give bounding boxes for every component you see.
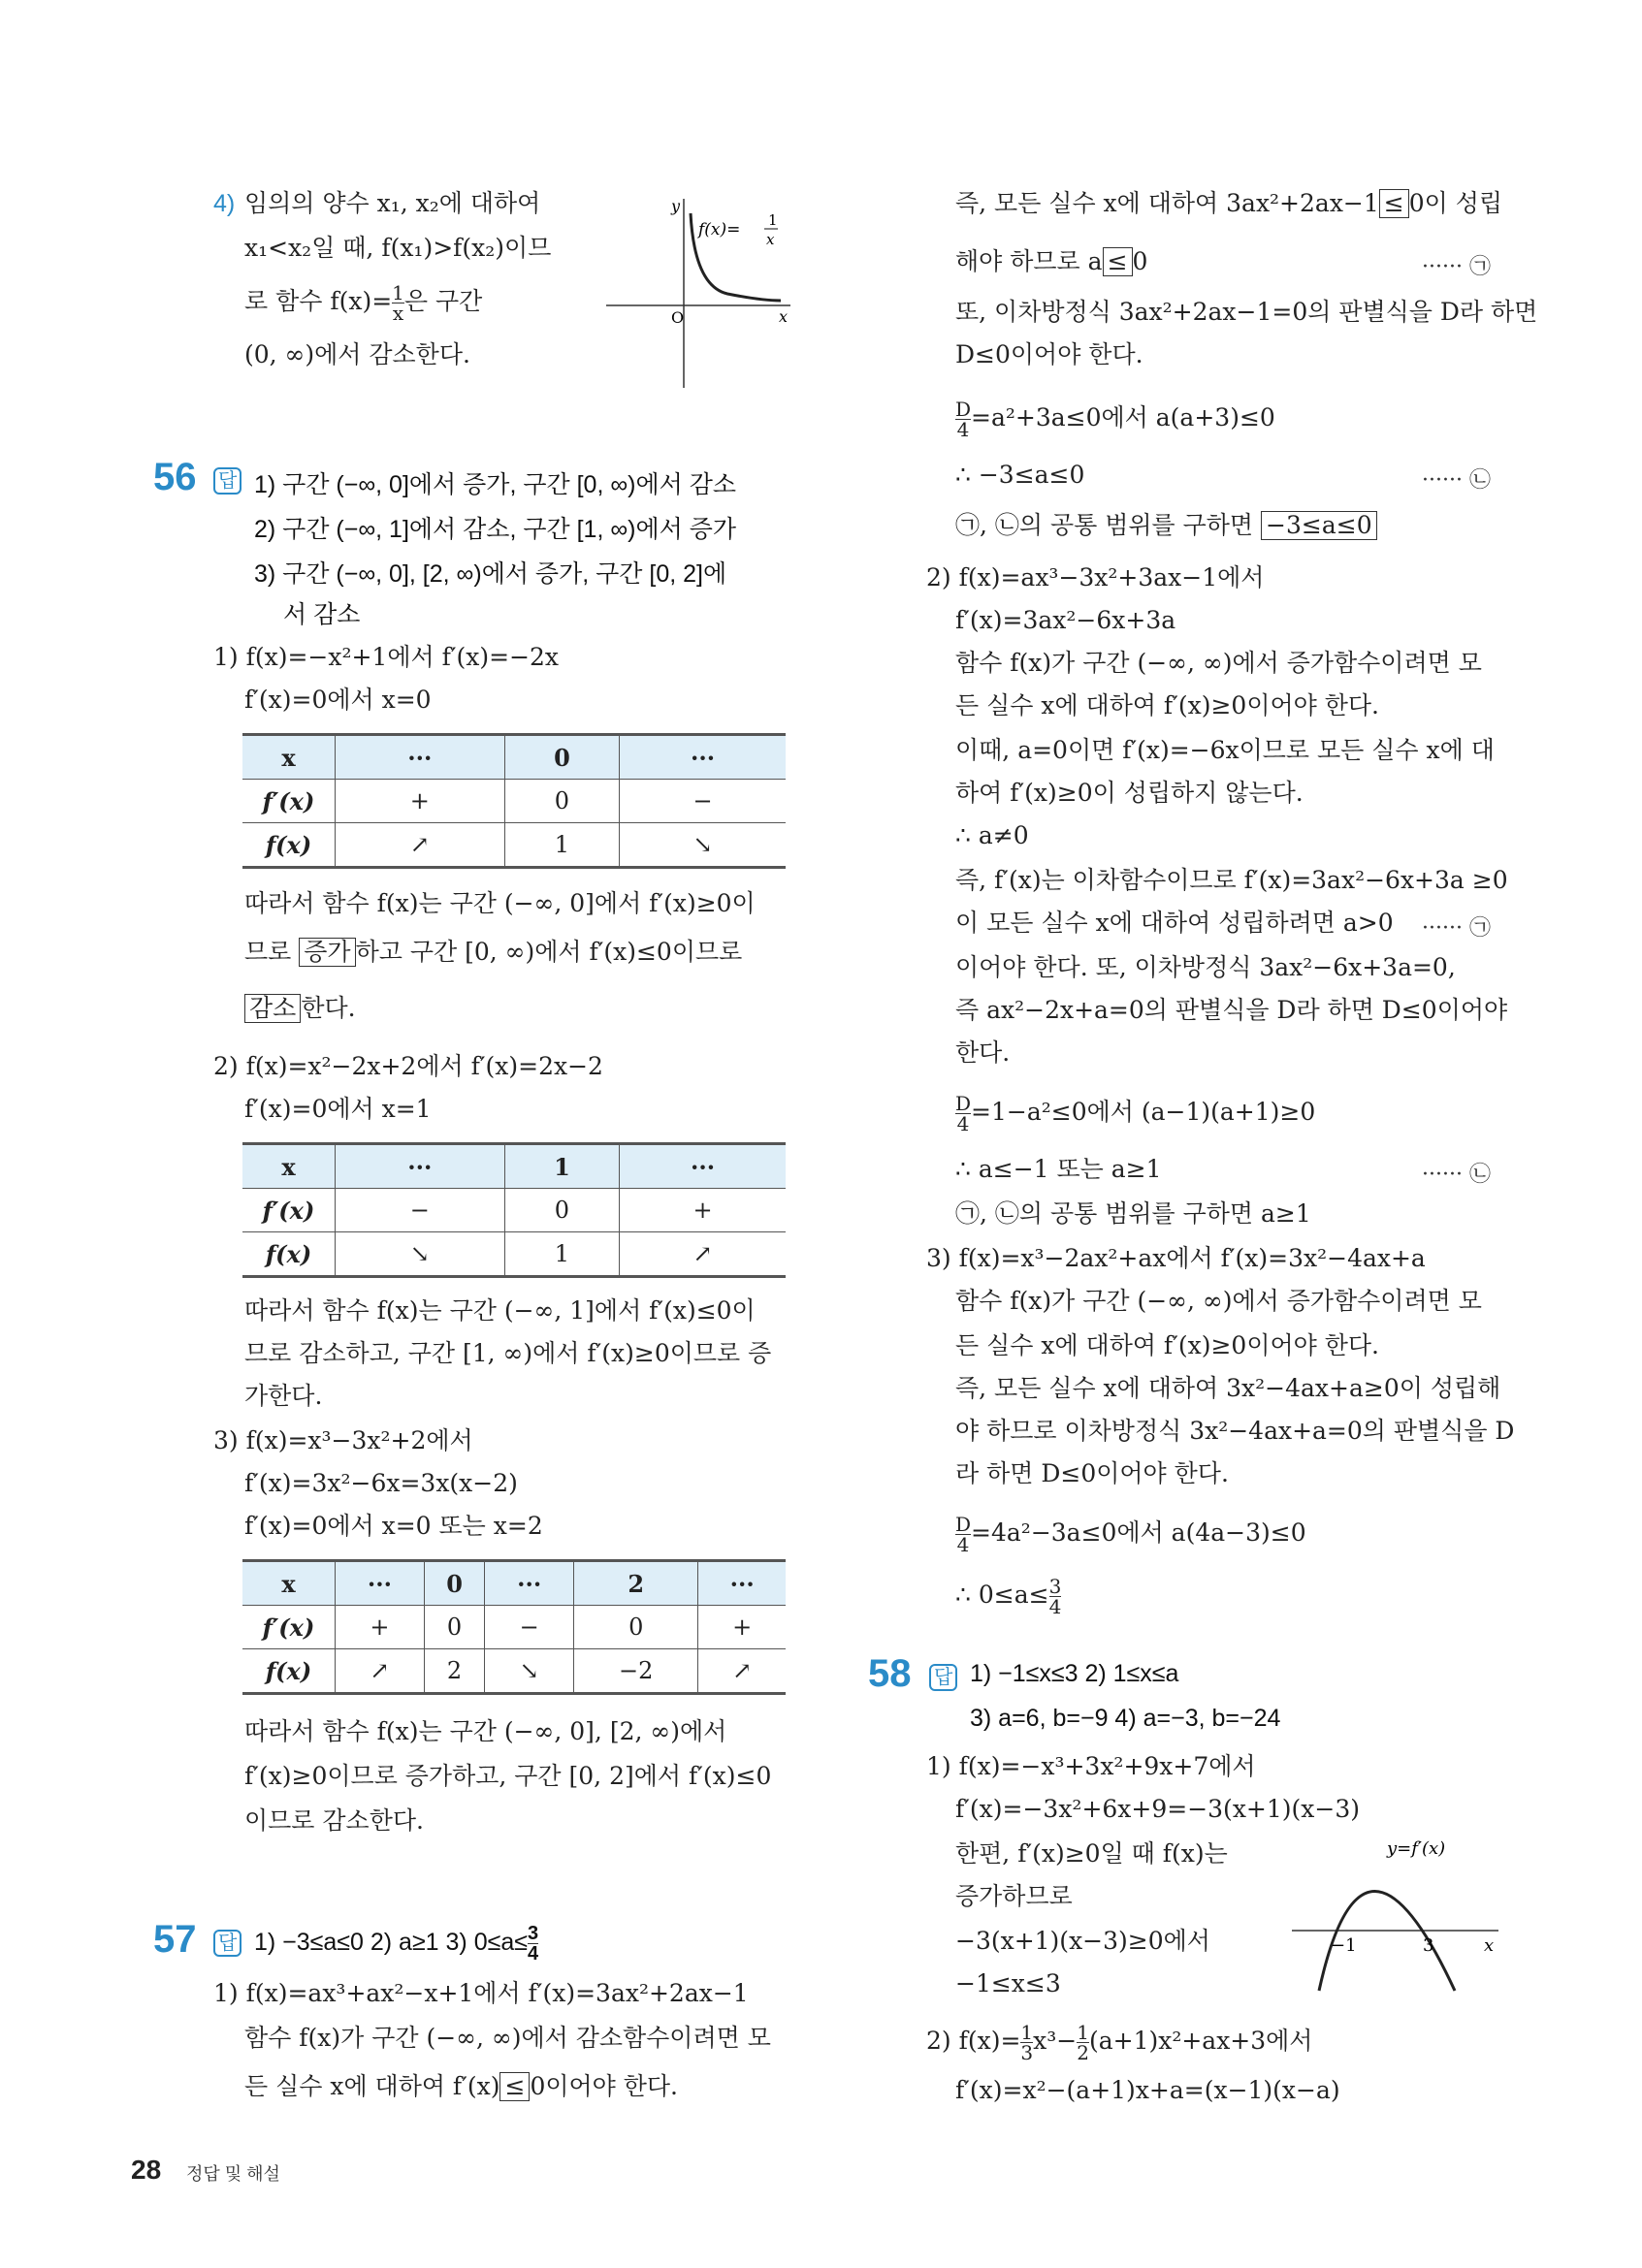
solution-line: ∴ −3≤a≤0 [955, 461, 1085, 489]
solution-line: 즉, 모든 실수 x에 대하여 3x²−4ax+a≥0이 성립해 [955, 1374, 1501, 1402]
answer-line [254, 1924, 538, 1964]
table-cell: + [732, 1613, 753, 1641]
answer-badge: 답 [213, 467, 241, 495]
solution-line: 3) f(x)=x³−3x²+2에서 [213, 1426, 473, 1454]
table-cell: ↗ [732, 1657, 753, 1684]
text-line: (0, ∞)에서 감소한다. [244, 340, 470, 368]
table-cell: x [242, 1561, 336, 1606]
table-cell: − [336, 1189, 505, 1232]
numerator: 1 [1077, 2021, 1089, 2044]
condition-mark: ······ ㉠ [1422, 255, 1491, 279]
text: 즉, 모든 실수 x에 대하여 3ax²+2ax−1 [955, 189, 1379, 217]
table-cell: + [336, 1606, 425, 1649]
problem-number: 56 [153, 456, 197, 498]
solution-line: 이 모든 실수 x에 대하여 성립하려면 a>0 [955, 909, 1394, 937]
boxed-answer: 감소 [244, 994, 301, 1023]
text-line [244, 283, 482, 323]
table-cell: f′(x) [242, 1189, 336, 1232]
solution-line: f′(x)=3x²−6x=3x(x−2) [244, 1469, 518, 1497]
numerator: D [955, 398, 972, 421]
solution-line [955, 1094, 1315, 1134]
origin-label: O [671, 308, 685, 327]
table-cell: ↗ [336, 1649, 425, 1694]
table-cell: −2 [574, 1649, 698, 1694]
table-cell: ↘ [485, 1649, 574, 1694]
boxed-answer: ≤ [1379, 189, 1409, 218]
solution-line: D≤0이어야 한다. [955, 340, 1143, 368]
table-cell: ↘ [336, 1232, 505, 1277]
fraction [1077, 2023, 1089, 2062]
solution-line: f′(x)=0에서 x=1 [244, 1095, 432, 1123]
item-number-4: 4) [213, 190, 236, 217]
solution-line [244, 937, 742, 968]
solution-line: 이때, a=0이면 f′(x)=−6x이므로 모든 실수 x에 대 [955, 736, 1495, 764]
fraction [1020, 2023, 1033, 2062]
table-cell: 1 [504, 1232, 620, 1277]
solution-line: 이므로 감소한다. [244, 1806, 424, 1835]
axis-label-y: y [671, 197, 681, 215]
table-cell: ↗ [336, 823, 505, 868]
denominator: 4 [956, 418, 970, 441]
denominator: 4 [956, 1533, 970, 1556]
solution-line: 2) f(x)=x²−2x+2에서 f′(x)=2x−2 [213, 1052, 603, 1080]
solution-line: 이어야 한다. 또, 이차방정식 3ax²−6x+3a=0, [955, 953, 1456, 981]
problem-number: 57 [153, 1918, 197, 1961]
text: x³− [1033, 2027, 1078, 2055]
problem-number: 58 [868, 1652, 912, 1695]
solution-line [955, 246, 1147, 277]
solution-line: 3) f(x)=x³−2ax²+ax에서 f′(x)=3x²−4ax+a [926, 1244, 1426, 1272]
text: 한다. [301, 994, 356, 1022]
variation-table-1 [242, 733, 786, 869]
solution-line: 즉 ax²−2x+a=0의 판별식을 D라 하면 D≤0이어야 [955, 996, 1508, 1024]
fraction [955, 399, 971, 439]
tick-label: 3 [1423, 1935, 1434, 1956]
table-cell: 1 [504, 823, 620, 868]
text: 든 실수 x에 대하여 f′(x) [244, 2072, 500, 2100]
reciprocal-graph [601, 194, 795, 393]
table-cell: 0 [504, 780, 620, 823]
text: ㉠, ㉡의 공통 범위를 구하면 [955, 511, 1254, 539]
table-cell: + [692, 1197, 713, 1224]
denominator: 4 [527, 1943, 539, 1965]
variation-table-2 [242, 1142, 786, 1278]
table-cell: 0 [424, 1561, 484, 1606]
text-line: x₁<x₂일 때, f(x₁)>f(x₂)이므 [244, 234, 552, 262]
table-cell: x [242, 735, 336, 780]
text: 하고 구간 [0, ∞)에서 f′(x)≤0이므로 [355, 938, 743, 966]
table-cell: − [692, 787, 713, 815]
solution-line: 함수 f(x)가 구간 (−∞, ∞)에서 감소함수이려면 모 [244, 2024, 771, 2052]
text: 0이 성립 [1408, 189, 1503, 217]
tick-label: −1 [1331, 1935, 1357, 1956]
fraction-denominator: x [766, 231, 775, 248]
answer-badge: 답 [213, 1930, 241, 1957]
solution-line: −1≤x≤3 [955, 1969, 1061, 1997]
text: =4a²−3a≤0에서 a(4a−3)≤0 [971, 1518, 1306, 1547]
text: 0이어야 한다. [530, 2072, 678, 2100]
solution-line: 므로 감소하고, 구간 [1, ∞)에서 f′(x)≥0이므로 증 [244, 1339, 772, 1367]
answer-line: 3) 구간 (−∞, 0], [2, ∞)에서 증가, 구간 [0, 2]에 [254, 560, 727, 588]
solution-line [244, 2071, 678, 2102]
numerator: D [955, 1513, 972, 1536]
numerator: 1 [1020, 2021, 1034, 2044]
page-number: 28 [131, 2155, 162, 2185]
table-cell: x [242, 1144, 336, 1189]
solution-line: 1) f(x)=−x³+3x²+9x+7에서 [926, 1752, 1256, 1780]
fraction [528, 1924, 538, 1964]
numerator: 1 [392, 281, 404, 304]
solution-line: 가한다. [244, 1382, 323, 1410]
condition-mark: ······ ㉡ [1422, 468, 1491, 493]
condition-mark: ······ ㉡ [1422, 1163, 1491, 1187]
table-cell: ··· [336, 735, 505, 780]
solution-line: 함수 f(x)가 구간 (−∞, ∞)에서 증가함수이려면 모 [955, 649, 1482, 677]
solution-line [955, 1515, 1306, 1554]
table-cell: 0 [504, 735, 620, 780]
solution-line: 하여 f′(x)≥0이 성립하지 않는다. [955, 779, 1304, 807]
boxed-answer: −3≤a≤0 [1261, 511, 1377, 540]
solution-line: 한다. [955, 1038, 1011, 1067]
solution-line: 함수 f(x)가 구간 (−∞, ∞)에서 증가함수이려면 모 [955, 1287, 1482, 1315]
table-cell: f′(x) [242, 1606, 336, 1649]
denominator: 2 [1077, 2041, 1089, 2064]
answer-badge: 답 [929, 1664, 957, 1691]
solution-line: 한편, f′(x)≥0일 때 f(x)는 [955, 1839, 1228, 1868]
solution-line: 증가하므로 [955, 1882, 1073, 1910]
variation-table-3 [242, 1559, 786, 1695]
table-cell: f(x) [242, 1232, 336, 1277]
table-cell: − [485, 1606, 574, 1649]
solution-line [244, 993, 356, 1024]
axis-label-x: x [779, 307, 789, 326]
fraction [392, 283, 404, 323]
text: 2) f(x)= [926, 2027, 1021, 2055]
answer-line: 1) −1≤x≤3 2) 1≤x≤a [970, 1660, 1179, 1687]
answer-line: 2) 구간 (−∞, 1]에서 감소, 구간 [1, ∞)에서 증가 [254, 516, 737, 543]
solution-line: 따라서 함수 f(x)는 구간 (−∞, 0], [2, ∞)에서 [244, 1717, 727, 1745]
solution-line: 또, 이차방정식 3ax²+2ax−1=0의 판별식을 D라 하면 [955, 298, 1538, 326]
table-cell: ··· [336, 1561, 425, 1606]
answer-line: 1) 구간 (−∞, 0]에서 증가, 구간 [0, ∞)에서 감소 [254, 471, 737, 498]
solution-line: 라 하면 D≤0이어야 한다. [955, 1459, 1229, 1487]
footer-label: 정답 및 해설 [186, 2164, 280, 2184]
table-cell: ··· [620, 735, 786, 780]
solution-line: 야 하므로 이차방정식 3x²−4ax+a=0의 판별식을 D [955, 1417, 1515, 1445]
solution-line [955, 188, 1502, 219]
graph-label: y=f′(x) [1387, 1838, 1446, 1859]
table-cell: 0 [504, 1189, 620, 1232]
table-cell: ··· [620, 1144, 786, 1189]
table-cell: + [336, 780, 505, 823]
solution-line: ㉠, ㉡의 공통 범위를 구하면 a≥1 [955, 1199, 1311, 1228]
fraction-numerator: 1 [768, 211, 778, 229]
solution-line: f′(x)=0에서 x=0 또는 x=2 [244, 1512, 543, 1540]
solution-line: 든 실수 x에 대하여 f′(x)≥0이어야 한다. [955, 1331, 1379, 1359]
solution-line: ∴ a≠0 [955, 821, 1029, 849]
table-cell: 0 [424, 1606, 484, 1649]
numerator: 3 [527, 1923, 539, 1944]
text: =a²+3a≤0에서 a(a+3)≤0 [971, 403, 1275, 431]
solution-line: 든 실수 x에 대하여 f′(x)≥0이어야 한다. [955, 691, 1379, 719]
answer-line: 서 감소 [283, 601, 361, 628]
numerator: 3 [1048, 1575, 1062, 1598]
text: 0 [1132, 247, 1148, 275]
text: =1−a²≤0에서 (a−1)(a+1)≥0 [971, 1098, 1316, 1126]
parabola-graph [1290, 1831, 1508, 1996]
text-line: 임의의 양수 x₁, x₂에 대하여 [244, 189, 541, 217]
solution-line: f′(x)=3ax²−6x+3a [955, 606, 1176, 634]
graph-label: f(x)= [698, 220, 741, 240]
solution-line [955, 510, 1377, 541]
answer-text: 1) −3≤a≤0 2) a≥1 3) 0≤a≤ [254, 1929, 528, 1957]
solution-line: f′(x)=−3x²+6x+9=−3(x+1)(x−3) [955, 1795, 1360, 1823]
fraction [1049, 1577, 1062, 1616]
boxed-answer: ≤ [499, 2072, 530, 2101]
solution-line [926, 2023, 1312, 2062]
solution-line: f′(x)≥0이므로 증가하고, 구간 [0, 2]에서 f′(x)≤0 [244, 1762, 772, 1790]
denominator: 4 [956, 1112, 970, 1135]
table-cell: 1 [504, 1144, 620, 1189]
numerator: D [955, 1092, 972, 1115]
fraction [955, 1515, 971, 1554]
condition-mark: ······ ㉠ [1422, 916, 1491, 941]
table-cell: f′(x) [242, 780, 336, 823]
table-cell: f(x) [242, 823, 336, 868]
fraction [955, 1094, 971, 1134]
text: 로 함수 f(x)= [244, 287, 393, 315]
solution-line: 즉, f′(x)는 이차함수이므로 f′(x)=3ax²−6x+3a ≥0 [955, 866, 1508, 894]
text: 은 구간 [403, 287, 483, 315]
text: 해야 하므로 a [955, 247, 1103, 275]
table-cell: 0 [574, 1606, 698, 1649]
solution-line: 1) f(x)=−x²+1에서 f′(x)=−2x [213, 643, 560, 671]
denominator: x [392, 302, 404, 325]
solution-line: 2) f(x)=ax³−3x²+3ax−1에서 [926, 563, 1265, 591]
text: (a+1)x²+ax+3에서 [1088, 2027, 1313, 2055]
table-cell: ↗ [692, 1240, 713, 1267]
answer-line: 3) a=6, b=−9 4) a=−3, b=−24 [970, 1705, 1281, 1732]
solution-line: 따라서 함수 f(x)는 구간 (−∞, 1]에서 f′(x)≤0이 [244, 1296, 756, 1325]
table-cell: ··· [698, 1561, 786, 1606]
boxed-answer: 증가 [299, 938, 355, 967]
solution-line: 1) f(x)=ax³+ax²−x+1에서 f′(x)=3ax²+2ax−1 [213, 1979, 749, 2007]
table-cell: ↘ [692, 831, 713, 858]
text: ∴ 0≤a≤ [955, 1581, 1049, 1609]
denominator: 4 [1048, 1595, 1062, 1618]
boxed-answer: ≤ [1103, 247, 1133, 276]
solution-line: ∴ a≤−1 또는 a≥1 [955, 1155, 1162, 1183]
solution-line: 따라서 함수 f(x)는 구간 (−∞, 0]에서 f′(x)≥0이 [244, 889, 756, 917]
denominator: 3 [1020, 2041, 1034, 2064]
solution-line: f′(x)=x²−(a+1)x+a=(x−1)(x−a) [955, 2076, 1340, 2104]
solution-line [955, 399, 1275, 439]
solution-line: f′(x)=0에서 x=0 [244, 686, 432, 714]
table-cell: 2 [424, 1649, 484, 1694]
solution-line [955, 1577, 1061, 1616]
solution-line: −3(x+1)(x−3)≥0에서 [955, 1927, 1210, 1955]
table-cell: f(x) [242, 1649, 336, 1694]
axis-label-x: x [1484, 1935, 1495, 1956]
table-cell: ··· [336, 1144, 505, 1189]
text: 므로 [244, 938, 292, 966]
table-cell: 2 [574, 1561, 698, 1606]
table-cell: ··· [485, 1561, 574, 1606]
